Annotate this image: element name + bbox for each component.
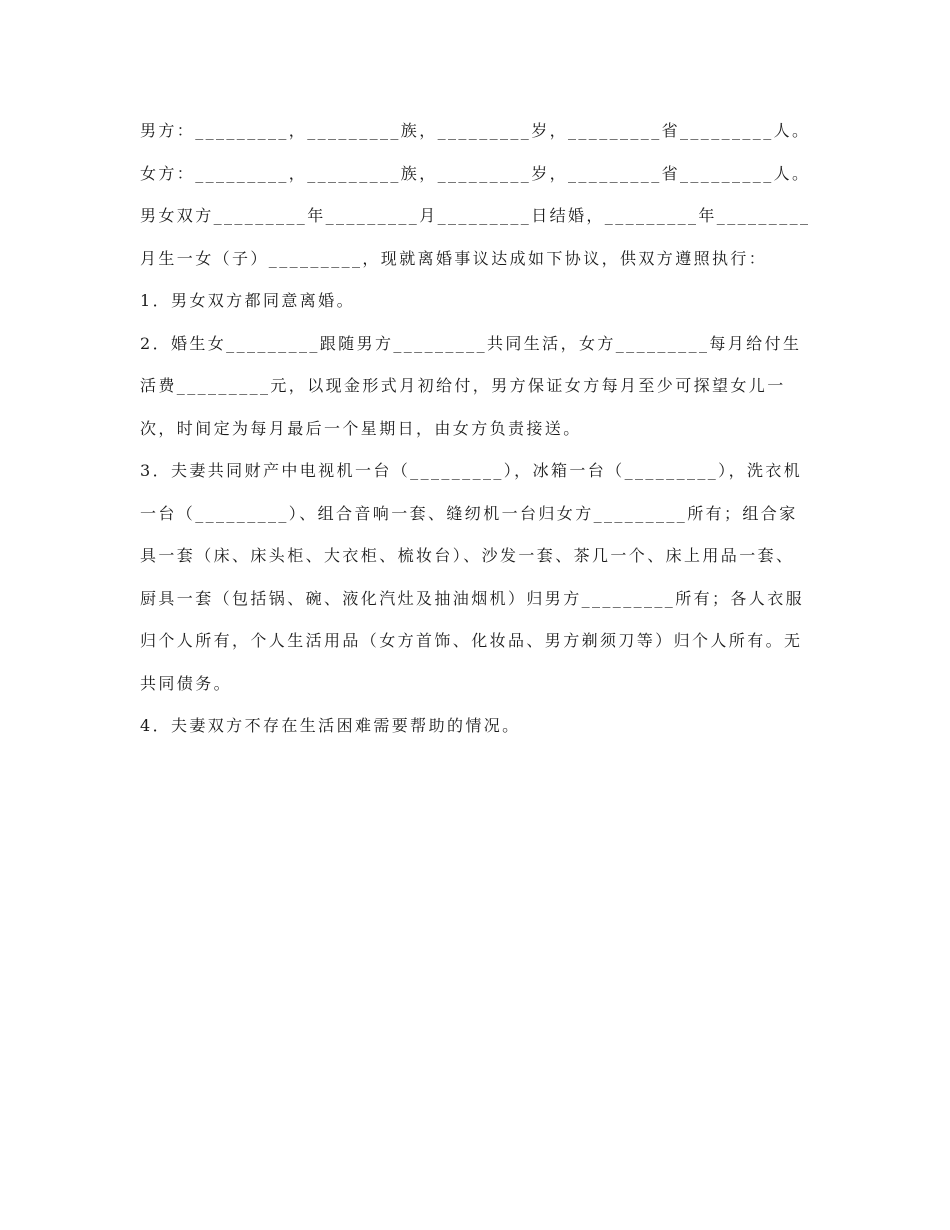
bride-info-line: 女方：_________，_________族，_________岁，_________省_________人。 xyxy=(140,163,811,183)
groom-info-line: 男方：_________，_________族，_________岁，_________省_________人。 xyxy=(140,121,811,140)
clause-1-divorce-consent: 1．男女双方都同意离婚。 xyxy=(140,291,355,310)
clause-3-property-division: 3．夫妻共同财产中电视机一台（_________），冰箱一台（_________），洗衣机一台（_________）、组合音响一套、缝纫机一台归女方_________所有；组合家具一套（床、床头柜、大衣柜、梳妆台）、沙发一套、茶几一个、床上用品一套、厨具一套（包括锅、碗、液化汽灶及抽油烟机）归男方_________所有；各人衣服归个人所有，个人生活用品（女方首饰、化妆品、男方剃须刀等）归个人所有。无共同债务。 xyxy=(140,461,805,693)
clause-4-hardship: 4．夫妻双方不存在生活困难需要帮助的情况。 xyxy=(140,716,521,735)
marriage-intro-paragraph: 男女双方_________年_________月_________日结婚，_________年_________月生一女（子）_________，现就离婚事议达成如下协议，供双方遵照执行： xyxy=(140,206,811,268)
clause-2-child-custody: 2．婚生女_________跟随男方_________共同生活，女方_________每月给付生活费_________元，以现金形式月初给付，男方保证女方每月至少可探望女儿一次，时间定为每月最后一个星期日，由女方负责接送。 xyxy=(140,333,802,438)
